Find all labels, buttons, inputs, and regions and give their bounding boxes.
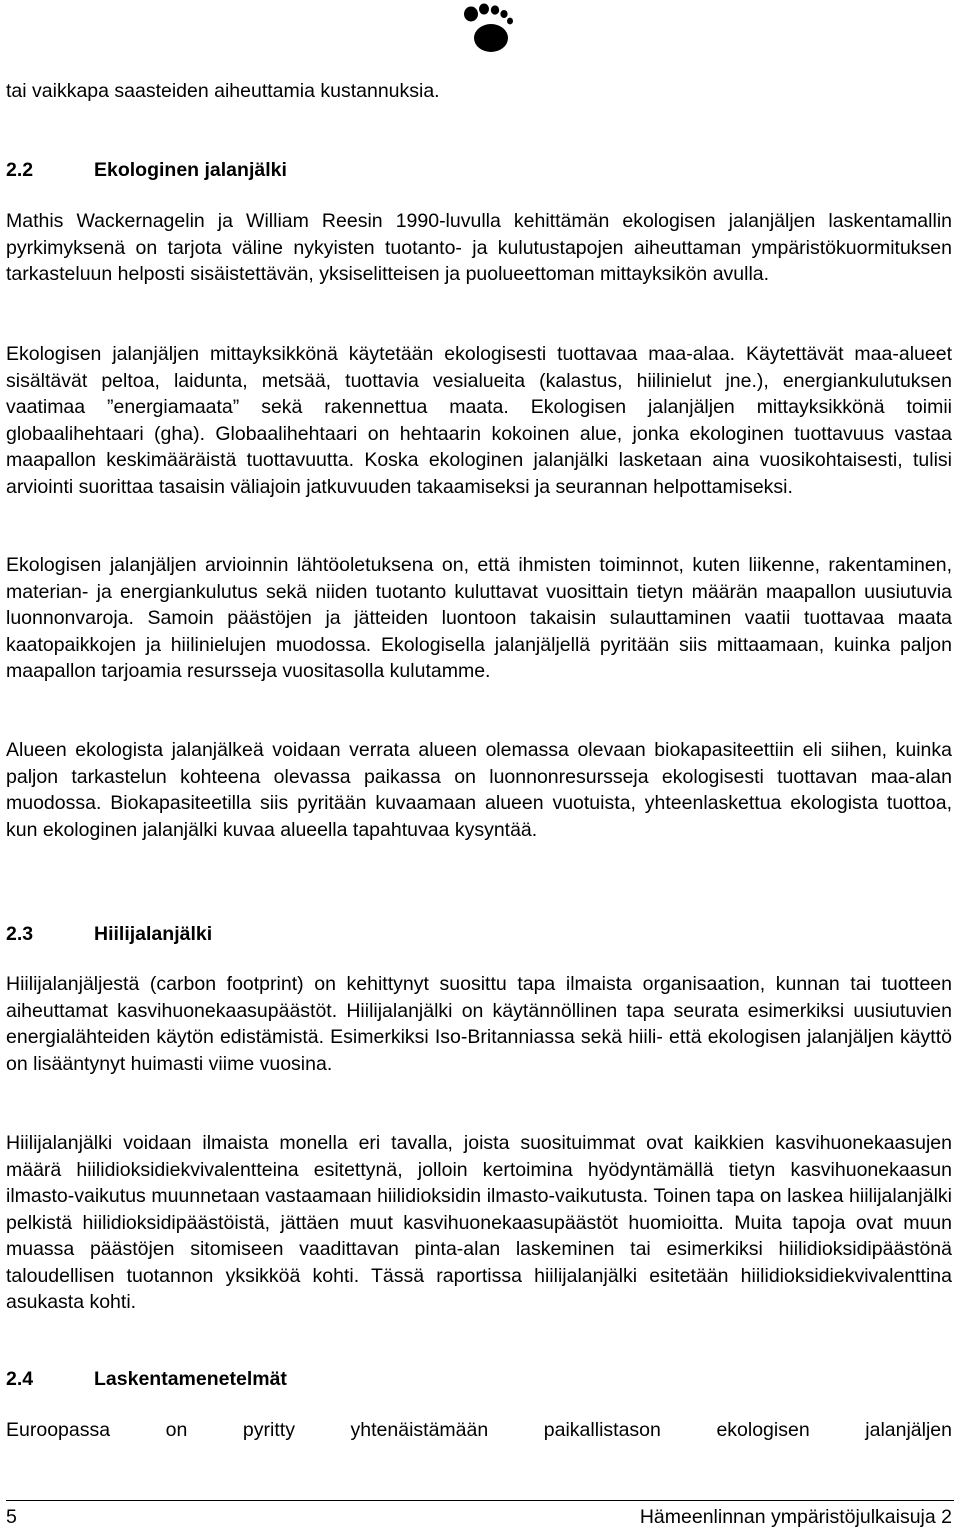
paragraph: Hiilijalanjäljestä (carbon footprint) on kehittynyt suosittu tapa ilmaista organisaation, kunnan tai tuotteen aiheuttamat kasvihuonekaasupäästöt. Hiilijalanjälki on käytännöllinen tapa seurata esimerkiksi uusiutuvien energialähteiden käytön edistämistä. Esimerkiksi Iso-Britanniassa sekä hiili- että ekologisen jalanjäljen käyttö on lisääntynyt huimasti viime vuosina.: [6, 973, 952, 1075]
paragraph: Ekologisen jalanjäljen mittayksikkönä käytetään ekologisesti tuottavaa maa-alaa. Käytettävät maa-alueet sisältävät peltoa, laidunta, metsää, tuottavia vesialueita (kalastus, hiilinielut jne.), energiankulutuksen vaatimaa ”energiamaata” sekä rakennettua maata. Ekologisen jalanjäljen mittayksikkönä toimii globaalihehtaari (gha). Globaalihehtaari on hehtaarin kokoinen alue, jonka ekologinen tuottavuus vastaa maapallon keskimääräistä tuottavuutta. Koska ekologinen jalanjälki lasketaan aina vuosikohtaisesti, tulisi arviointi suorittaa tasaisin väliajoin jatkuvuuden takaamiseksi ja seurannan helpottamiseksi.: [6, 343, 952, 498]
section-heading-2-4: [6, 1366, 287, 1392]
publication-title: Hämeenlinnan ympäristöjulkaisuja 2: [639, 1506, 952, 1528]
intro-line: tai vaikkapa saasteiden aiheuttamia kustannuksia.: [6, 80, 440, 102]
section-number: 2.3: [6, 923, 34, 945]
paragraph: Euroopassa on pyritty yhtenäistämään paikallistason ekologisen jalanjäljen: [6, 1419, 952, 1441]
section-heading-2-2: [6, 157, 287, 183]
paragraph: Hiilijalanjälki voidaan ilmaista monella eri tavalla, joista suosituimmat ovat kaikkien kasvihuonekaasujen määrä hiilidioksidiekvivalentteina esitettynä, jolloin kertoimina hyödyntämällä tietyn kasvihuonekaasun ilmasto-vaikutus muunnetaan vastaamaan hiilidioksidin ilmasto-vaikutusta. Toinen tapa on laskea hiilijalanjälki pelkistä hiilidioksidipäästöistä, jättäen muut kasvihuonekaasupäästöt huomioitta. Muita tapoja ovat muun muassa päästöjen sitomiseen vaadittavan pinta-alan laskeminen tai esimerkiksi hiilidioksidipäästönä taloudellisen tuotannon yksikköä kohti. Tässä raportissa hiilijalanjälki esitetään hiilidioksidiekvivalenttina asukasta kohti.: [6, 1132, 952, 1313]
paragraph: Mathis Wackernagelin ja William Reesin 1990-luvulla kehittämän ekologisen jalanjäljen laskentamallin pyrkimyksenä on tarjota väline nykyisten tuotanto- ja kulutustapojen aiheuttaman ympäristökuormituksen tarkasteluun helposti sisäistettävän, yksiselitteisen ja puolueettoman mittayksikön avulla.: [6, 210, 952, 285]
section-heading-2-3: [6, 921, 212, 947]
document-page: [6, 0, 952, 1530]
section-title: Laskentamenetelmät: [94, 1368, 287, 1390]
paragraph: Alueen ekologista jalanjälkeä voidaan verrata alueen olemassa olevaan biokapasiteettiin eli siihen, kuinka paljon tarkastelun kohteena olevassa paikassa on luonnonresursseja ekologisesti tuottavan maa-alan muodossa. Biokapasiteetilla siis pyritään kuvaamaan alueen vuotuista, yhteenlaskettua ekologista tuottoa, kun ekologinen jalanjälki kuvaa alueella tapahtuvaa kysyntää.: [6, 739, 952, 841]
section-number: 2.4: [6, 1368, 34, 1390]
section-number: 2.2: [6, 159, 34, 181]
section-title: Ekologinen jalanjälki: [94, 159, 287, 181]
page-number: 5: [6, 1506, 17, 1528]
section-title: Hiilijalanjälki: [94, 923, 213, 945]
paragraph: Ekologisen jalanjäljen arvioinnin lähtöoletuksena on, että ihmisten toiminnot, kuten liikenne, rakentaminen, materian- ja energiankulutus sekä niiden tuotanto kuluttavat vuosittain tietyn määrän maapallon uusiutuvia luonnonvaroja. Samoin päästöjen ja jätteiden luontoon takaisin sulauttaminen vaatii tuottavaa maata kaatopaikkojen ja hiilinielujen muodossa. Ekologisella jalanjäljellä pyritään siis mittaamaan, kuinka paljon maapallon tarjoamia resursseja vuositasolla kulutamme.: [6, 554, 952, 682]
footer-divider: [6, 1500, 954, 1501]
footprint-icon: [458, 2, 516, 56]
